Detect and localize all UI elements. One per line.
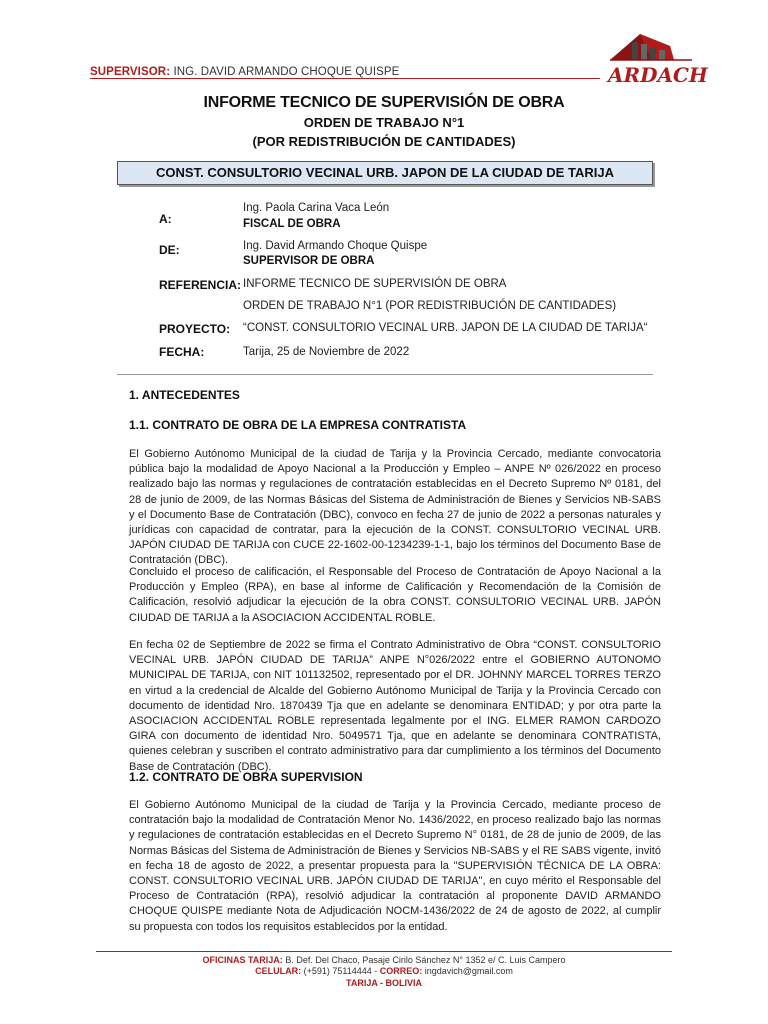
project-title-box: CONST. CONSULTORIO VECINAL URB. JAPON DE LA CIUDAD DE TARIJA xyxy=(117,161,653,185)
footer-offices-label: OFICINAS TARIJA: xyxy=(202,955,283,965)
supervisor-line xyxy=(90,66,399,78)
report-subtitle-2: (POR REDISTRIBUCIÓN DE CANTIDADES) xyxy=(252,134,516,149)
meta-ref-line1: INFORME TECNICO DE SUPERVISIÓN DE OBRA xyxy=(243,278,507,290)
meta-de-role: SUPERVISOR DE OBRA xyxy=(243,255,375,267)
footer-cel-label: CELULAR: xyxy=(255,966,302,976)
logo-wordmark: ARDACH xyxy=(608,63,708,87)
meta-de-name: Ing. David Armando Choque Quispe xyxy=(243,240,428,252)
section-heading-antecedentes: 1. ANTECEDENTES xyxy=(129,388,240,402)
footer-mail-value: ingdavich@gmail.com xyxy=(424,966,513,976)
meta-label-proyecto: PROYECTO: xyxy=(159,322,231,336)
meta-label-referencia: REFERENCIA: xyxy=(159,278,242,292)
report-title: INFORME TECNICO DE SUPERVISIÓN DE OBRA xyxy=(203,94,565,111)
page-header xyxy=(90,58,708,98)
supervisor-name: ING. DAVID ARMANDO CHOQUE QUISPE xyxy=(173,66,400,78)
meta-fecha-value: Tarija, 25 de Noviembre de 2022 xyxy=(243,346,410,358)
footer-offices xyxy=(0,955,768,965)
paragraph-4: El Gobierno Autónomo Municipal de la ciudad de Tarija y la Provincia Cercado, mediante proceso de contratación bajo la modalidad de Contratación Menor No. 1436/2022, en proceso realizado bajo las normas y regulaciones de contratación establecidas en el Decreto Supremo N° 0181, de 28 de junio de 2009, de las Normas Básicas del Sistema de Administración de Bienes y Servicios NB-SABS y el RE SABS vigente, invitó en fecha 18 de agosto de 2022, a presentar propuesta para la "SUPERVISIÓN TÉCNICA DE LA OBRA: CONST. CONSULTORIO VECINAL URB. JAPÓN CIUDAD DE TARIJA", en cuyo mérito el Responsable del Proceso de Contratación (RPA), resolvió adjudicar la contratación al proponente DAVID ARMANDO CHOQUE QUISPE mediante Nota de Adjudicación NOCM-1436/2022 de 24 de agosto de 2022, al cumplir su propuesta con todos los requisitos establecidos por la entidad. xyxy=(129,799,661,933)
paragraph-2: Concluido el proceso de calificación, el Responsable del Proceso de Contratación de Apoyo Nacional a la Producción y Empleo (RPA), en base al informe de Calificación y Recomendación de la Comisión de Calificación, resolvió adjudicar la ejecución de la obra CONST. CONSULTORIO VECINAL URB. JAPÓN CIUDAD DE TARIJA a la ASOCIACION ACCIDENTAL ROBLE. xyxy=(129,566,661,624)
meta-label-de: DE: xyxy=(159,243,180,257)
ardach-logo xyxy=(596,26,708,92)
subsection-heading-1-2: 1.2. CONTRATO DE OBRA SUPERVISION xyxy=(129,770,363,784)
subsection-heading-1-1: 1.1. CONTRATO DE OBRA DE LA EMPRESA CONTRATISTA xyxy=(129,418,467,432)
report-subtitle-1: ORDEN DE TRABAJO N°1 xyxy=(303,115,465,130)
meta-a-role: FISCAL DE OBRA xyxy=(243,218,341,230)
paragraph-3: En fecha 02 de Septiembre de 2022 se firma el Contrato Administrativo de Obra “CONST. CONSULTORIO VECINAL URB. JAPÓN CIUDAD DE TARIJA” ANPE N°026/2022 entre el GOBIERNO AUTONOMO MUNICIPAL DE TARIJA, con NIT 101132502, representado por el DR. JOHNNY MARCEL TORRES TERZO en virtud a la credencial de Alcalde del Gobierno Autónomo Municipal de Tarija y la Provincia Cercado con documento de identidad Nro. 1870439 Tja que en adelante se denominara ENTIDAD; y por otra parte la ASOCIACION ACCIDENTAL ROBLE representada legalmente por el ING. ELMER RAMON CARDOZO GIRA con documento de identidad Nro. 5049571 Tja, que en adelante se denominara CONTRATISTA, quienes celebran y suscriben el contrato administrativo para dar cumplimiento a los términos del Documento Base de Contratación (DBC). xyxy=(129,639,661,773)
footer-offices-value: B. Def. Del Chaco, Pasaje Cirilo Sánchez N° 1352 e/ C. Luis Campero xyxy=(285,955,566,965)
paragraph-1: El Gobierno Autónomo Municipal de la ciudad de Tarija y la Provincia Cercado, mediante convocatoria pública bajo la modalidad de Apoyo Nacional a la Producción y Empleo – ANPE Nº 026/2022 en proceso realizado bajo las normas y regulaciones de contratación establecidas en el Decreto Supremo Nº 0181, del 28 de junio de 2009, de las Normas Básicas del Sistema de Administración de Bienes y Servicios NB-SABS y el Documento Base de Contratación (DBC), convoco en fecha 27 de junio de 2022 a personas naturales y jurídicas con capacidad de contratar, para la ejecución de la CONST. CONSULTORIO VECINAL URB. JAPÓN CIUDAD DE TARIJA con CUCE 22-1602-00-1234239-1-1, bajo los términos del Documento Base de Contratación (DBC). xyxy=(129,448,661,567)
footer-contact xyxy=(0,966,768,976)
footer-mail-label: CORREO: xyxy=(379,966,423,976)
supervisor-label: SUPERVISOR: xyxy=(90,66,171,78)
meta-proyecto-value: “CONST. CONSULTORIO VECINAL URB. JAPON DE LA CIUDAD DE TARIJA“ xyxy=(243,322,648,334)
footer-city: TARIJA - BOLIVIA xyxy=(346,978,422,988)
header-rule xyxy=(90,78,600,79)
meta-ref-line2: ORDEN DE TRABAJO N°1 (POR REDISTRIBUCIÓN DE CANTIDADES) xyxy=(243,300,617,312)
title-block xyxy=(0,94,768,150)
meta-a-name: Ing. Paola Carina Vaca León xyxy=(243,202,390,214)
footer-rule xyxy=(96,951,672,952)
header-separator xyxy=(117,374,653,375)
meta-label-fecha: FECHA: xyxy=(159,345,205,359)
meta-label-a: A: xyxy=(159,212,172,226)
footer-cel-value: (+591) 75114444 - xyxy=(303,966,380,976)
